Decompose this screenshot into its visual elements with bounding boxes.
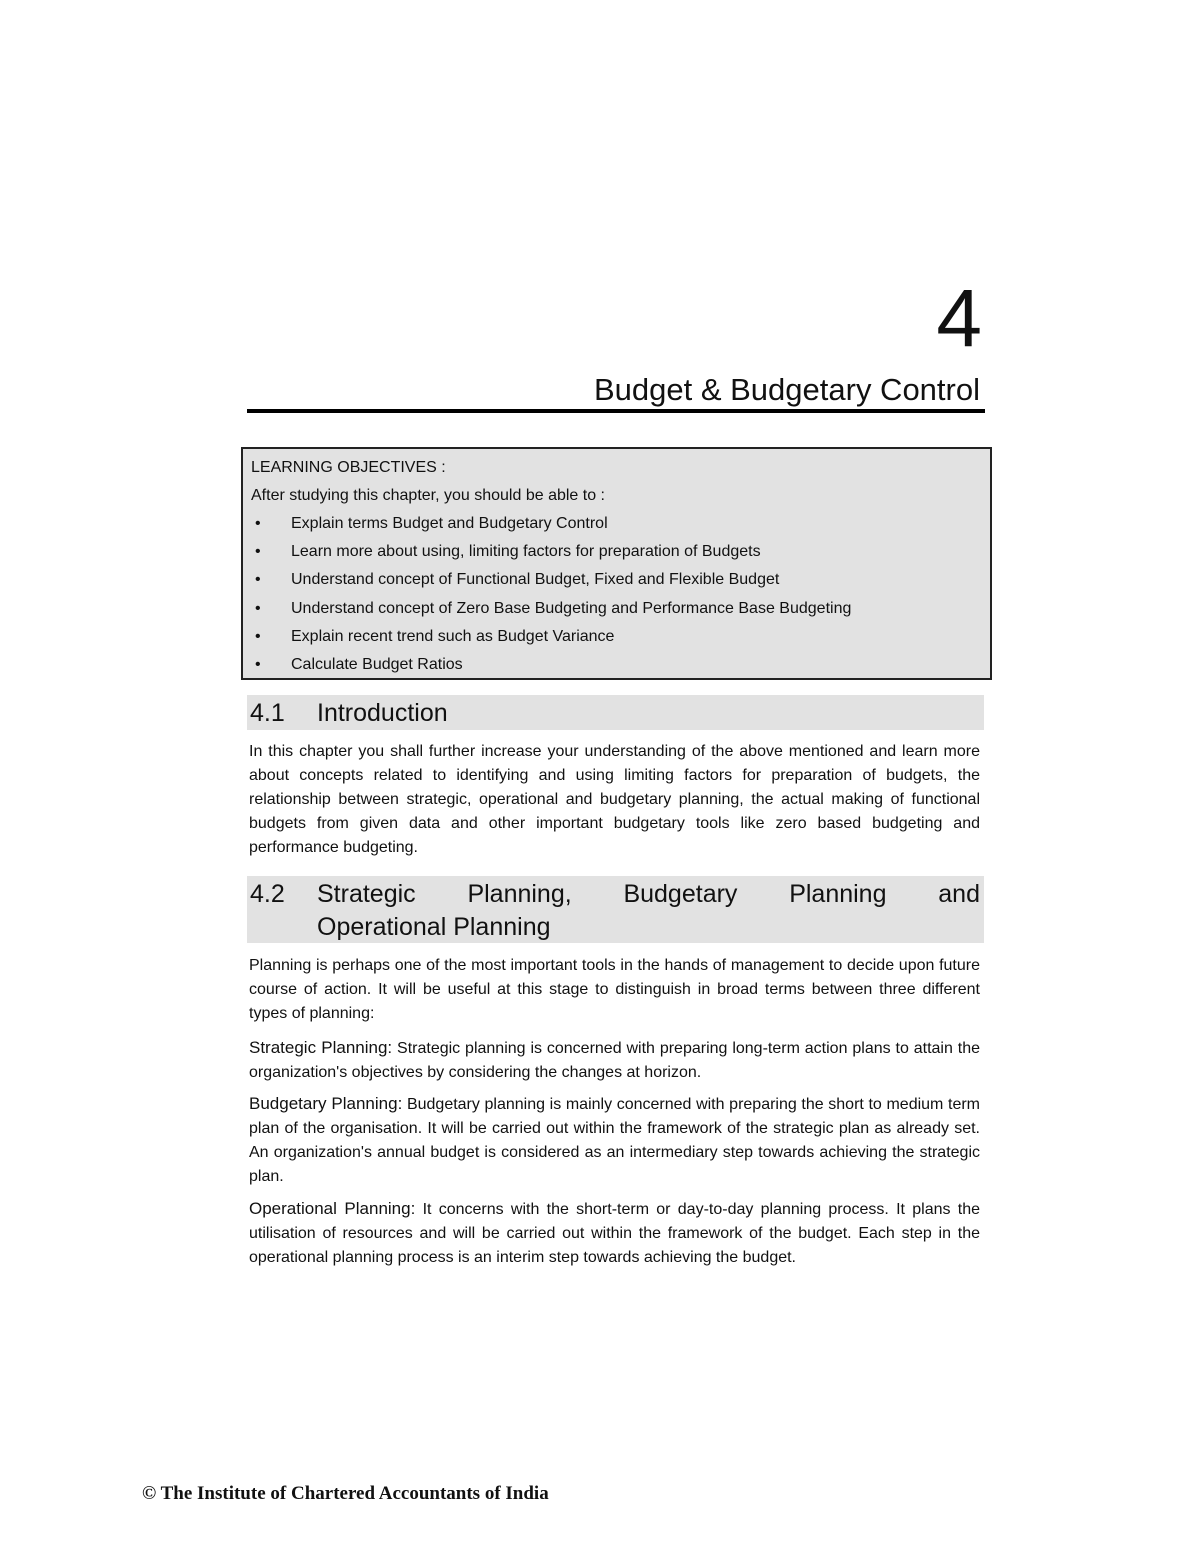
bullet-icon: • bbox=[255, 627, 261, 645]
budgetary-planning-lead: Budgetary Planning: bbox=[249, 1094, 403, 1113]
footer-copyright: © The Institute of Chartered Accountants of India bbox=[142, 1483, 549, 1504]
section-number: 4.2 bbox=[250, 880, 285, 908]
objectives-heading: LEARNING OBJECTIVES : bbox=[251, 459, 446, 476]
objectives-list bbox=[251, 514, 851, 683]
objective-text: Learn more about using, limiting factors for preparation of Budgets bbox=[291, 543, 761, 561]
learning-objectives-box bbox=[241, 447, 992, 680]
section-title: Introduction bbox=[317, 699, 448, 727]
list-item bbox=[251, 655, 851, 683]
budgetary-planning-text: Budgetary planning is mainly concerned with preparing the short to medium term plan of the organisation. It will be carried out within the framework of the strategic plan as already set. An organization's annual budget is considered as an intermediary step towards achieving the strategic plan. bbox=[249, 1096, 981, 1185]
title-word: Budgetary bbox=[623, 880, 738, 908]
bullet-icon: • bbox=[255, 543, 261, 561]
title-word: Strategic bbox=[317, 880, 416, 908]
title-rule bbox=[247, 409, 985, 413]
planning-intro-paragraph: Planning is perhaps one of the most important tools in the hands of management to decide upon future course of action. It will be useful at this stage to distinguish in broad terms between three different types of planning: bbox=[249, 957, 980, 1022]
operational-planning-lead: Operational Planning: bbox=[249, 1199, 416, 1218]
section-number: 4.1 bbox=[250, 699, 285, 727]
objectives-intro: After studying this chapter, you should be able to : bbox=[251, 487, 605, 504]
section-heading-introduction bbox=[247, 695, 984, 730]
strategic-planning-text: Strategic planning is concerned with preparing long-term action plans to attain the organization's objectives by considering the changes at horizon. bbox=[249, 1040, 980, 1081]
section-title-line-1 bbox=[317, 878, 980, 910]
strategic-planning-paragraph bbox=[249, 1036, 980, 1085]
title-word: Planning, bbox=[467, 880, 572, 908]
objective-text: Understand concept of Zero Base Budgeting and Performance Base Budgeting bbox=[291, 599, 852, 617]
bullet-icon: • bbox=[255, 571, 261, 589]
budgetary-planning-paragraph bbox=[249, 1092, 980, 1189]
chapter-title: Budget & Budgetary Control bbox=[593, 372, 980, 407]
section-title-line-2: Operational Planning bbox=[317, 913, 551, 941]
operational-planning-paragraph bbox=[249, 1197, 980, 1270]
title-word: and bbox=[938, 880, 980, 908]
objective-text: Explain recent trend such as Budget Variance bbox=[291, 627, 615, 645]
strategic-planning-lead: Strategic Planning: bbox=[249, 1038, 393, 1057]
title-word: Planning bbox=[789, 880, 887, 908]
section-heading-planning bbox=[247, 876, 984, 943]
objective-text: Understand concept of Functional Budget, Fixed and Flexible Budget bbox=[291, 571, 780, 589]
bullet-icon: • bbox=[255, 655, 261, 673]
bullet-icon: • bbox=[255, 515, 261, 532]
introduction-paragraph: In this chapter you shall further increase your understanding of the above mentioned and learn more about concepts related to identifying and using limiting factors for preparation of budgets, the relationship between strategic, operational and budgetary planning, the actual making of functional budgets from given data and other important budgetary tools like zero based budgeting and performance budgeting. bbox=[249, 743, 980, 856]
objective-text: Explain terms Budget and Budgetary Control bbox=[291, 515, 608, 532]
list-item bbox=[251, 542, 851, 570]
operational-planning-text: It concerns with the short-term or day-to-day planning process. It plans the utilisation of resources and will be carried out within the framework of the budget. Each step in the operational planning process is an interim step towards achieving the budget. bbox=[249, 1201, 980, 1266]
list-item bbox=[251, 514, 851, 542]
objective-text: Calculate Budget Ratios bbox=[291, 655, 463, 673]
list-item bbox=[251, 570, 851, 598]
chapter-number: 4 bbox=[936, 273, 982, 364]
list-item bbox=[251, 599, 851, 627]
list-item bbox=[251, 627, 851, 655]
bullet-icon: • bbox=[255, 599, 261, 617]
